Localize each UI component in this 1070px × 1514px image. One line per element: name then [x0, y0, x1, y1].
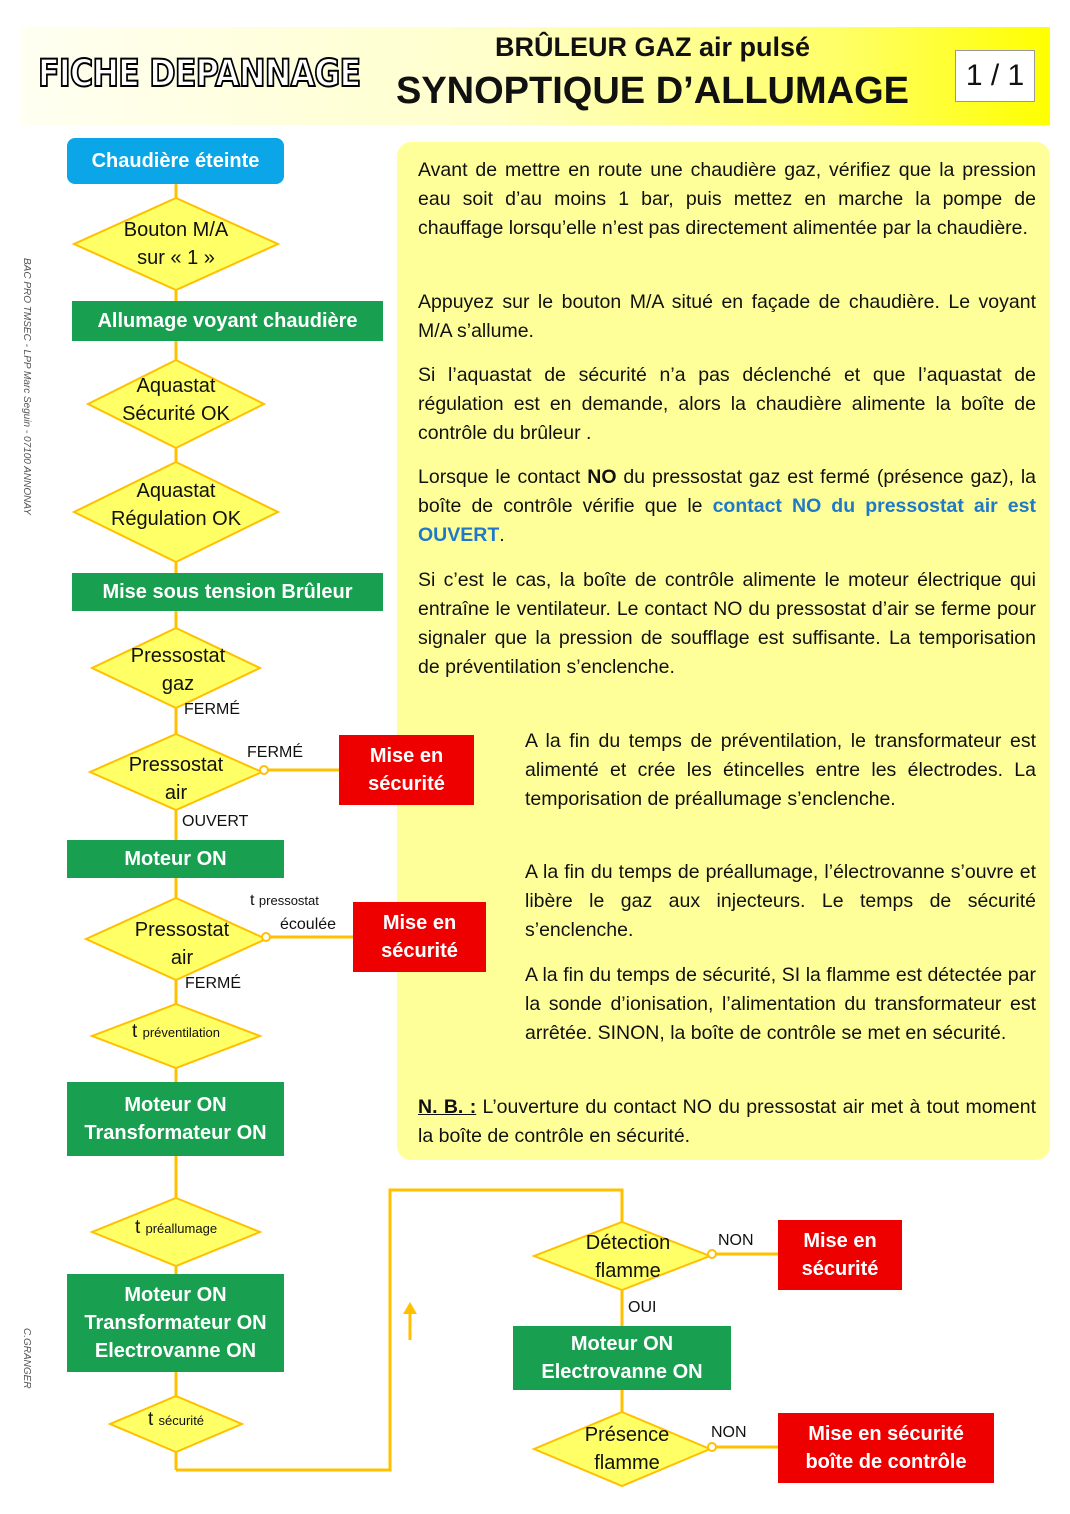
label-oui: OUI	[628, 1299, 657, 1316]
paragraph-1: Avant de mettre en route une chaudière gaz, vérifiez que la pression eau soit d’au moins 1 bar, puis mettez en marche la pompe de chauffage lorsqu’elle n’est pas directement alimentée par la chaudière.	[418, 159, 1036, 239]
secu-1-line-2: sécurité	[368, 773, 445, 795]
diamond-detection-flamme-text	[528, 1229, 728, 1285]
box-mise-sous-tension	[72, 573, 383, 611]
mte-line-3: Electrovanne ON	[94, 1340, 257, 1362]
t-pressostat-sub: pressostat	[258, 893, 319, 908]
detect-line-1: Détection	[585, 1232, 671, 1254]
secu-2-line-2: sécurité	[381, 940, 458, 962]
presence-line-2: flamme	[594, 1452, 660, 1474]
box-moteur-transfo-electrovanne	[67, 1274, 284, 1372]
box-moteur-electrovanne	[513, 1326, 731, 1390]
nb-label: N. B. :	[418, 1096, 477, 1118]
paragraph-7: A la fin du temps de préallumage, l’électrovanne s’ouvre et libère le gaz aux injecteurs. Le temps de sécurité s’enclenche.	[525, 861, 1036, 941]
p4-part-e: .	[499, 524, 505, 546]
secu-1-line-1: Mise en	[369, 745, 444, 767]
paragraph-5: Si c’est le cas, la boîte de contrôle alimente le moteur électrique qui entraîne le ventilateur. Le contact NO du pressostat d’air se ferme pour signaler que la pression de soufflage est suffisante. La temporisation de préventilation s’enclenche.	[418, 569, 1036, 678]
mte-line-2: Transformateur ON	[84, 1312, 267, 1334]
secu-3-line-2: sécurité	[801, 1258, 879, 1280]
me-line-2: Electrovanne ON	[541, 1361, 703, 1383]
press-gaz-line-1: Pressostat	[130, 645, 226, 667]
secu-3-line-1: Mise en	[803, 1230, 877, 1252]
diamond-pressostat-air-1-text	[76, 751, 276, 807]
secu-4-line-1: Mise en sécurité	[808, 1423, 964, 1445]
bouton-line-2: sur « 1 »	[137, 247, 215, 269]
diamond-aquastat-securite-text	[76, 372, 276, 428]
diamond-aquastat-regulation-text	[76, 477, 276, 533]
label-non-detection: NON	[718, 1232, 754, 1249]
press-gaz-line-2: gaz	[161, 673, 195, 695]
t-prevent-t: t	[132, 1021, 138, 1042]
aqua-sec-line-1: Aquastat	[136, 375, 216, 397]
secu-4-line-2: boîte de contrôle	[805, 1451, 967, 1473]
diamond-t-preallumage-text	[76, 1214, 276, 1243]
secu-2-line-1: Mise en	[382, 912, 457, 934]
label-non-presence: NON	[711, 1424, 747, 1441]
t-pressostat-t: t	[250, 892, 255, 909]
page-number: 1 / 1	[955, 50, 1035, 102]
page-subtitle: BRÛLEUR GAZ air pulsé	[494, 32, 811, 62]
paragraph-2: Appuyez sur le bouton M/A situé en façade de chaudière. Le voyant M/A s’allume.	[418, 291, 1036, 342]
paragraph-3: Si l’aquastat de sécurité n’a pas déclenché et que l’aquastat de régulation est en demande, alors la chaudière alimente la boîte de contrôle du brûleur .	[418, 364, 1036, 444]
start-label: Chaudière éteinte	[91, 150, 260, 172]
aqua-reg-line-2: Régulation OK	[110, 508, 242, 530]
t-prea-sub: préallumage	[145, 1221, 218, 1236]
box-mise-en-securite-boite	[778, 1413, 994, 1483]
school-credit: BAC PRO TMSEC - LPP Marc Seguin - 07100 ANNONAY	[21, 258, 32, 515]
diamond-t-securite-text	[76, 1406, 276, 1435]
page-title: SYNOPTIQUE D’ALLUMAGE	[395, 70, 910, 112]
label-ferme-air-2: FERMÉ	[185, 975, 241, 992]
label-ferme-gaz: FERMÉ	[184, 701, 240, 718]
diamond-t-preventilation-text	[76, 1018, 276, 1047]
presence-line-1: Présence	[584, 1424, 670, 1446]
diamond-presence-flamme-text	[527, 1421, 727, 1477]
t-secu-sub: sécurité	[158, 1413, 205, 1428]
label-ouvert: OUVERT	[182, 813, 249, 830]
aqua-reg-line-1: Aquastat	[136, 480, 216, 502]
p4-part-a: Lorsque le contact	[418, 466, 588, 488]
t-prevent-sub: préventilation	[142, 1025, 220, 1040]
press-air2-line-2: air	[170, 947, 194, 969]
paragraph-8: A la fin du temps de sécurité, SI la flamme est détectée par la sonde d’ionisation, l’alimentation du transformateur est arrêtée. SINON, la boîte de contrôle se met en sécurité.	[525, 964, 1036, 1044]
allumage-label: Allumage voyant chaudière	[97, 310, 358, 332]
nb-text: L’ouverture du contact NO du pressostat air met à tout moment la boîte de contrôle en sécurité.	[418, 1096, 1036, 1147]
mte-line-1: Moteur ON	[124, 1284, 227, 1306]
box-allumage-voyant	[72, 301, 383, 341]
paragraph-6: A la fin du temps de préventilation, le transformateur est alimenté et crée les étincelles entre les électrodes. La temporisation de préallumage s’enclenche.	[525, 730, 1036, 810]
t-prea-t: t	[134, 1217, 141, 1238]
direction-arrow-icon	[403, 1302, 417, 1314]
press-air2-line-1: Pressostat	[134, 919, 230, 941]
author-credit: C.GRANGER	[21, 1328, 32, 1389]
box-moteur-transformateur	[67, 1082, 284, 1156]
box-mise-en-securite-2	[353, 902, 486, 972]
moteur-on-label: Moteur ON	[124, 848, 227, 870]
aqua-sec-line-2: Sécurité OK	[122, 403, 230, 425]
bouton-line-1: Bouton M/A	[123, 219, 229, 241]
mt-line-1: Moteur ON	[124, 1094, 227, 1116]
press-air1-line-2: air	[164, 782, 188, 804]
mt-line-2: Transformateur ON	[84, 1122, 267, 1144]
box-moteur-on	[67, 840, 284, 878]
diamond-pressostat-gaz-text	[78, 642, 278, 698]
me-line-1: Moteur ON	[570, 1333, 674, 1355]
fiche-depannage-badge: FICHE DEPANNAGE	[38, 52, 361, 95]
label-ferme-air: FERMÉ	[247, 744, 303, 761]
p4-highlight: contact NO du pressostat air est OUVERT	[418, 495, 1036, 546]
diamond-bouton-ma-text	[76, 216, 276, 272]
p4-no-bold: NO	[587, 466, 617, 488]
box-mise-en-securite-3	[778, 1220, 902, 1290]
box-mise-en-securite-1	[339, 735, 474, 805]
t-secu-t: t	[147, 1409, 154, 1430]
label-t-pressostat	[250, 892, 319, 910]
detect-line-2: flamme	[595, 1260, 661, 1282]
box-chaudiere-eteinte	[67, 138, 284, 184]
p4-part-c: du pressostat gaz est fermé (présence gaz), la boîte de contrôle vérifie que le	[418, 466, 1036, 517]
label-ecoulee: écoulée	[280, 916, 337, 933]
diamond-pressostat-air-2-text	[82, 916, 282, 972]
press-air1-line-1: Pressostat	[128, 754, 224, 776]
mise-tension-label: Mise sous tension Brûleur	[102, 581, 353, 603]
